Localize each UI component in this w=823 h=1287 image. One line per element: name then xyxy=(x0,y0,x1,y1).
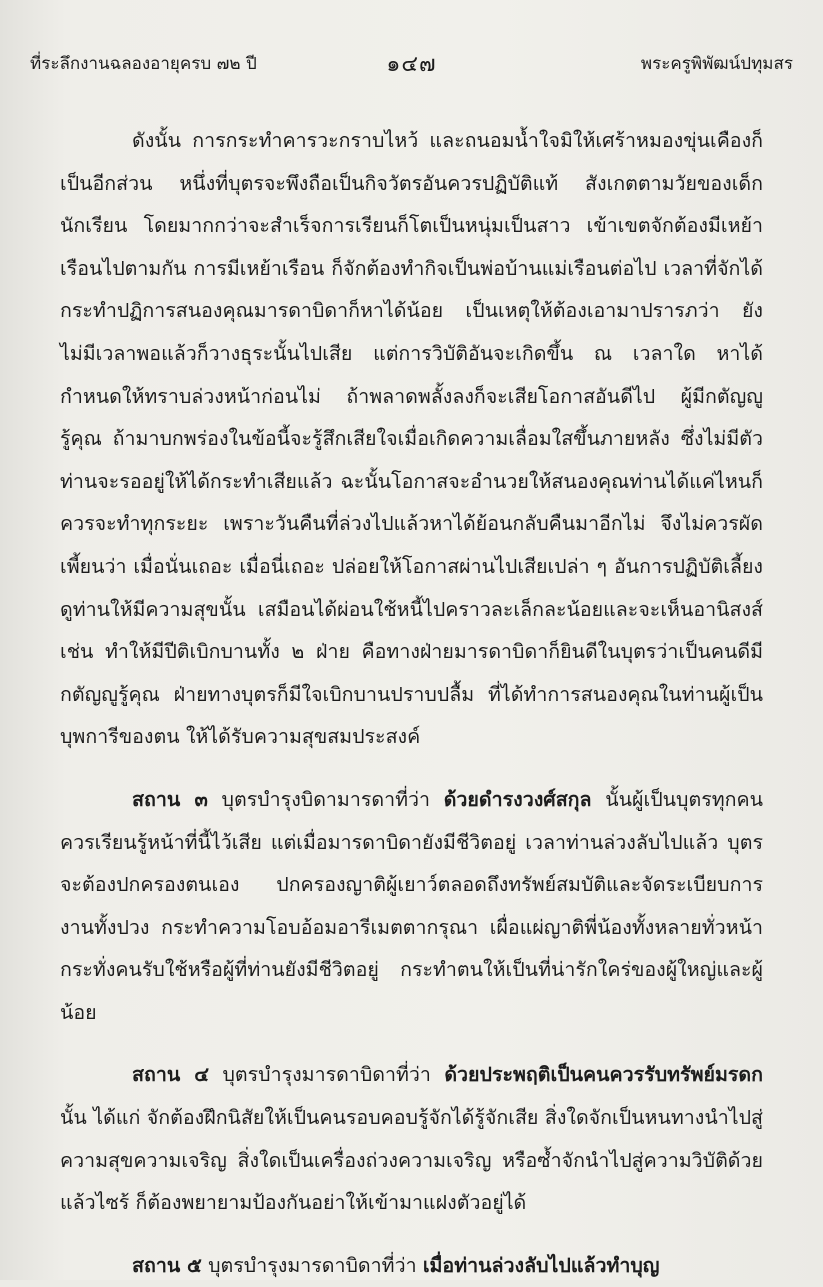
header-author: พระครูพิพัฒน์ปทุมสร xyxy=(640,54,793,74)
paragraph-text: บุตรบำรุงบิดามารดาที่ว่า xyxy=(207,787,444,811)
paragraph-4 xyxy=(60,1245,763,1287)
emphasis-phrase: ด้วยประพฤติเป็นคนควรรับทรัพย์มรดก xyxy=(444,1063,763,1087)
paragraph-text: นั้น ได้แก่ จักต้องฝึกนิสัยให้เป็นคนรอบคอบรู้จักได้รู้จักเสีย สิ่งใดจักเป็นหนทางนำไปสู่ความสุขความเจริญ สิ่งใดเป็นเครื่องถ่วงความเจริญ หรือซ้ำจักนำไปสู่ความวิบัติด้วยแล้วไซร้ ก็ต้องพยายามป้องกันอย่าให้เข้ามาแฝงตัวอยู่ได้ xyxy=(60,1106,763,1215)
section-lead: สถาน ๓ xyxy=(132,787,208,811)
paragraph-3 xyxy=(60,1054,763,1224)
emphasis-phrase: เมื่อท่านล่วงลับไปแล้วทำบุญ xyxy=(422,1253,660,1277)
paragraph-text: บุตรบำรุงมารดาบิดาที่ว่า xyxy=(201,1253,423,1277)
paragraph-text: บุตรบำรุงมารดาบิดาที่ว่า xyxy=(209,1063,445,1087)
emphasis-phrase: ด้วยดำรงวงศ์สกุล xyxy=(443,787,592,811)
section-lead: สถาน ๕ xyxy=(132,1253,202,1277)
section-lead: สถาน ๔ xyxy=(132,1063,210,1087)
page-body xyxy=(60,120,763,1287)
paragraph-2 xyxy=(60,779,763,1035)
paragraph-1: ดังนั้น การกระทำคารวะกราบไหว้ และถนอมน้ำใจมิให้เศร้าหมองขุ่นเคืองก็เป็นอีกส่วน หนึ่งที่บุตรจะพึงถือเป็นกิจวัตรอันควรปฏิบัติแท้ สังเกตตามวัยของเด็กนักเรียน โดยมากกว่าจะสำเร็จการเรียนก็โตเป็นหนุ่มเป็นสาว เข้าเขตจักต้องมีเหย้าเรือนไปตามกัน การมีเหย้าเรือน ก็จักต้องทำกิจเป็นพ่อบ้านแม่เรือนต่อไป เวลาที่จักได้กระทำปฏิการสนองคุณมารดาบิดาก็หาได้น้อย เป็นเหตุให้ต้องเอามาปรารภว่า ยัง ไม่มีเวลาพอแล้วก็วางธุระนั้นไปเสีย แต่การวิบัติอันจะเกิดขึ้น ณ เวลาใด หาได้กำหนดให้ทราบล่วงหน้าก่อนไม่ ถ้าพลาดพลั้งลงก็จะเสียโอกาสอันดีไป ผู้มีกตัญญูรู้คุณ ถ้ามาบกพร่องในข้อนี้จะรู้สึกเสียใจเมื่อเกิดความเลื่อมใสขึ้นภายหลัง ซึ่งไม่มีตัวท่านจะรออยู่ให้ได้กระทำเสียแล้ว ฉะนั้นโอกาสจะอำนวยให้สนองคุณท่านได้แค่ไหนก็ควรจะทำทุกระยะ เพราะวันคืนที่ล่วงไปแล้วหาได้ย้อนกลับคืนมาอีกไม่ จึงไม่ควรผัดเพี้ยนว่า เมื่อนั่นเถอะ เมื่อนี่เถอะ ปล่อยให้โอกาสผ่านไปเสียเปล่า ๆ อันการปฏิบัติเลี้ยงดูท่านให้มีความสุขนั้น เสมือนได้ผ่อนใช้หนี้ไปคราวละเล็กละน้อยและจะเห็นอานิสงส์ เช่น ทำให้มีปีติเบิกบานทั้ง ๒ ฝ่าย คือทางฝ่ายมารดาบิดาก็ยินดีในบุตรว่าเป็นคนดีมีกตัญญูรู้คุณ ฝ่ายทางบุตรก็มีใจเบิกบานปราบปลื้ม ที่ได้ทำการสนองคุณในท่านผู้เป็นบุพการีของตน ให้ได้รับความสุขสมประสงค์ xyxy=(60,129,763,749)
page-number: ๑๔๗ xyxy=(386,52,437,77)
page-header xyxy=(30,42,793,82)
header-book-title: ที่ระลึกงานฉลองอายุครบ ๗๒ ปี xyxy=(30,54,257,74)
paragraph-text: นั้นผู้เป็นบุตรทุกคนควรเรียนรู้หน้าที่นี้ไว้เสีย แต่เมื่อมารดาบิดายังมีชีวิตอยู่ เวลาท่านล่วงลับไปแล้ว บุตรจะต้องปกครองตนเอง ปกครองญาติผู้เยาว์ตลอดถึงทรัพย์สมบัติและจัดระเบียบการงานทั้งปวง กระทำความโอบอ้อมอารีเมตตากรุณา เผื่อแผ่ญาติพี่น้องทั้งหลายทั่วหน้ากระทั่งคนรับใช้หรือผู้ที่ท่านยังมีชีวิตอยู่ กระทำตนให้เป็นที่น่ารักใคร่ของผู้ใหญ่และผู้น้อย xyxy=(60,787,763,1024)
